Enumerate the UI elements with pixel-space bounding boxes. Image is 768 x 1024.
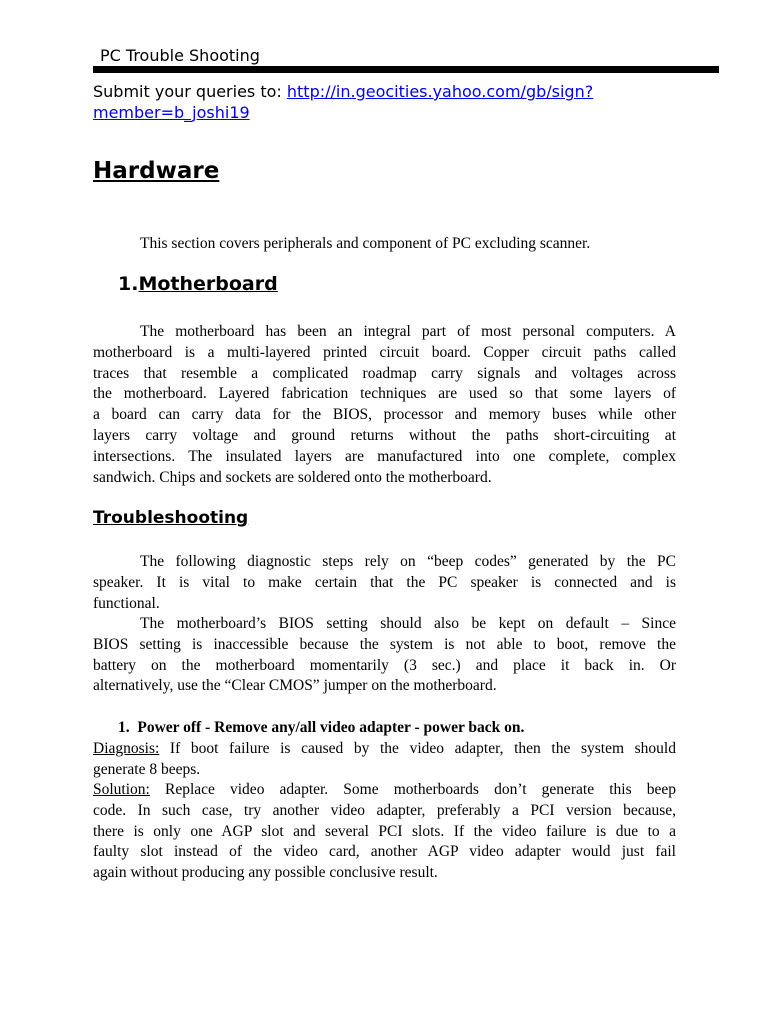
paragraph-line: layers carry voltage and ground returns without the paths short-circuiting at bbox=[93, 426, 676, 444]
paragraph-line: there is only one AGP slot and several PCI slots. If the video failure is due to a bbox=[93, 822, 676, 840]
paragraph-line: The motherboard’s BIOS setting should also be kept on default – Since bbox=[140, 615, 676, 632]
hardware-heading: Hardware bbox=[93, 158, 220, 184]
paragraph-line: the motherboard. Layered fabrication techniques are used so that some layers of bbox=[93, 385, 676, 403]
paragraph-line: speaker. It is vital to make certain that the PC speaker is connected and is bbox=[93, 573, 676, 591]
solution-label: Solution: bbox=[93, 781, 150, 798]
motherboard-title: Motherboard bbox=[138, 273, 278, 295]
troubleshooting-heading: Troubleshooting bbox=[93, 508, 249, 528]
bios-setting-paragraph bbox=[93, 614, 676, 697]
solution-paragraph bbox=[93, 780, 676, 884]
hardware-intro: This section covers peripherals and component of PC excluding scanner. bbox=[140, 235, 591, 252]
page-header-title: PC Trouble Shooting bbox=[100, 46, 260, 65]
step-1-text: Power off - Remove any/all video adapter - power back on. bbox=[137, 719, 525, 736]
guestbook-link-line2: member=b_joshi19 bbox=[93, 103, 250, 122]
paragraph-line: again without producing any possible conclusive result. bbox=[93, 864, 438, 882]
step-1-title bbox=[118, 718, 524, 738]
paragraph-line: BIOS setting is inaccessible because the system is not able to boot, remove the bbox=[93, 635, 676, 653]
diagnosis-paragraph bbox=[93, 739, 676, 781]
paragraph-line: motherboard is a multi-layered printed circuit board. Copper circuit paths called bbox=[93, 343, 676, 361]
motherboard-heading bbox=[118, 272, 278, 296]
paragraph-line: faulty slot instead of the video card, another AGP video adapter would just fail bbox=[93, 843, 676, 861]
paragraph-line: traces that resemble a complicated roadmap carry signals and voltages across bbox=[93, 364, 676, 382]
diagnosis-line bbox=[93, 739, 676, 760]
paragraph-line: The motherboard has been an integral part of most personal computers. A bbox=[140, 323, 676, 340]
guestbook-link-line1: http://in.geocities.yahoo.com/gb/sign? bbox=[286, 82, 594, 101]
paragraph-line: alternatively, use the “Clear CMOS” jumper on the motherboard. bbox=[93, 677, 497, 695]
paragraph-line: The following diagnostic steps rely on “beep codes” generated by the PC bbox=[140, 553, 676, 570]
submit-prefix: Submit your queries to: bbox=[93, 82, 287, 101]
beep-codes-paragraph bbox=[93, 552, 676, 614]
paragraph-line: battery on the motherboard momentarily (3 sec.) and place it back in. Or bbox=[93, 656, 676, 674]
paragraph-line: a board can carry data for the BIOS, processor and memory buses while other bbox=[93, 406, 676, 424]
paragraph-line: functional. bbox=[93, 594, 160, 612]
paragraph-line: intersections. The insulated layers are manufactured into one complete, complex bbox=[93, 447, 676, 465]
paragraph-line: generate 8 beeps. bbox=[93, 760, 201, 778]
diagnosis-text: If boot failure is caused by the video adapter, then the system should bbox=[159, 740, 676, 757]
submit-queries-line bbox=[93, 81, 653, 123]
diagnosis-label: Diagnosis: bbox=[93, 740, 160, 757]
step-1-number: 1. bbox=[118, 719, 130, 736]
paragraph-line: code. In such case, try another video adapter, preferably a PCI version because, bbox=[93, 801, 676, 819]
header-rule bbox=[93, 66, 719, 73]
solution-text: Replace video adapter. Some motherboards don’t generate this beep bbox=[149, 781, 676, 798]
motherboard-paragraph bbox=[93, 322, 676, 488]
motherboard-number: 1. bbox=[118, 273, 139, 295]
solution-line bbox=[93, 780, 676, 801]
paragraph-line: sandwich. Chips and sockets are soldered onto the motherboard. bbox=[93, 468, 492, 486]
